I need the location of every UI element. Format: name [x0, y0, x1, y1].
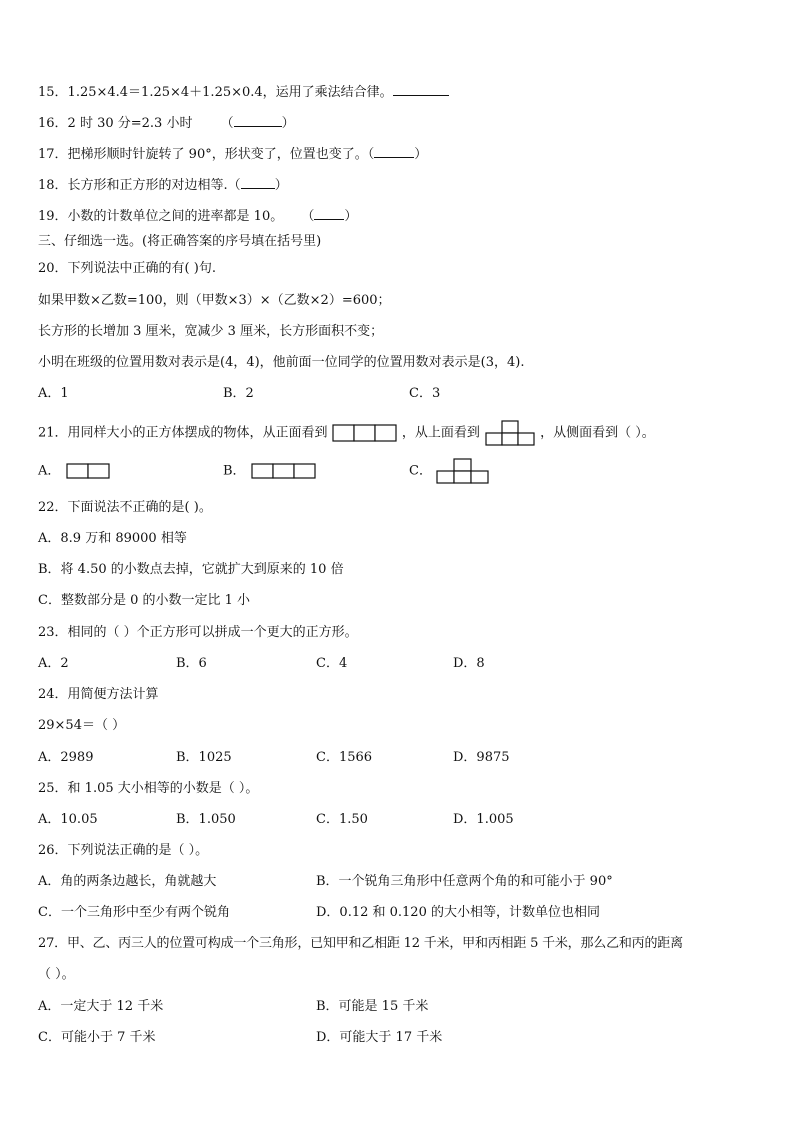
q16-open: （ — [220, 116, 234, 131]
q24-option-d[interactable]: D．9875 — [453, 750, 510, 765]
answer-blank[interactable] — [393, 83, 449, 96]
q27-option-d[interactable]: D．可能大于 17 千米 — [316, 1030, 443, 1045]
q15-text: 15．1.25×4.4＝1.25×4＋1.25×0.4，运用了乘法结合律。 — [38, 85, 393, 100]
question-20-stem: 20．下列说法中正确的有( )句. — [38, 261, 216, 276]
answer-blank[interactable] — [374, 145, 414, 158]
question-16 — [38, 114, 295, 133]
front-view-figure — [332, 423, 398, 443]
q17-close: ） — [414, 147, 428, 162]
q21-option-c[interactable] — [409, 458, 490, 484]
statement-2: 长方形的长增加 3 厘米，宽减少 3 厘米，长方形面积不变； — [38, 324, 384, 339]
question-25-stem: 25．和 1.05 大小相等的小数是（ ）。 — [38, 781, 259, 796]
option-a-figure — [65, 462, 111, 480]
question-23-stem: 23．相同的（ ）个正方形可以拼成一个更大的正方形。 — [38, 625, 358, 640]
question-27-stem-cont: （ ）。 — [38, 967, 75, 982]
q27-option-c[interactable]: C．可能小于 7 千米 — [38, 1030, 156, 1045]
option-c-figure — [436, 458, 490, 484]
q24-option-c[interactable]: C．1566 — [316, 750, 373, 765]
q21-option-a[interactable] — [38, 462, 111, 481]
q24-option-b[interactable]: B．1025 — [176, 750, 232, 765]
q18-text: 18．长方形和正方形的对边相等.（ — [38, 178, 241, 193]
question-27-stem: 27．甲、乙、丙三人的位置可构成一个三角形，已知甲和乙相距 12 千米，甲和丙相距 5 千米，那么乙和丙的距离 — [38, 936, 683, 951]
q21-stem-a: 21．用同样大小的正方体摆成的物体，从正面看到 — [38, 425, 328, 441]
q23-option-c[interactable]: C．4 — [316, 656, 348, 671]
q19-text: 19．小数的计数单位之间的进率都是 10。 — [38, 209, 284, 224]
q25-option-b[interactable]: B．1.050 — [176, 812, 236, 827]
q19-close: ） — [344, 209, 358, 224]
q16-text: 16．2 时 30 分=2.3 小时 — [38, 116, 193, 131]
q21-option-c-label: C． — [409, 463, 432, 479]
q19-open: （ — [301, 209, 315, 224]
answer-blank[interactable] — [314, 207, 344, 220]
q22-option-a[interactable]: A．8.9 万和 89000 相等 — [38, 531, 187, 546]
q21-stem-b: ，从上面看到 — [401, 425, 480, 441]
q23-option-b[interactable]: B．6 — [176, 656, 207, 671]
question-26-stem: 26．下列说法正确的是（ ）。 — [38, 843, 209, 858]
q27-option-a[interactable]: A．一定大于 12 千米 — [38, 999, 164, 1014]
q26-option-c[interactable]: C．一个三角形中至少有两个锐角 — [38, 905, 230, 920]
question-17 — [38, 145, 427, 164]
answer-blank[interactable] — [234, 114, 282, 127]
question-21-stem — [38, 420, 655, 446]
q22-option-b[interactable]: B．将 4.50 的小数点去掉，它就扩大到原来的 10 倍 — [38, 562, 344, 577]
statement-3: 小明在班级的位置用数对表示是(4，4)，他前面一位同学的位置用数对表示是(3，4). — [38, 355, 525, 370]
q26-option-a[interactable]: A．角的两条边越长，角就越大 — [38, 874, 217, 889]
q25-option-c[interactable]: C．1.50 — [316, 812, 368, 827]
q26-option-d[interactable]: D．0.12 和 0.120 的大小相等，计数单位也相同 — [316, 905, 600, 920]
top-view-figure — [484, 420, 536, 446]
q25-option-d[interactable]: D．1.005 — [453, 812, 514, 827]
q20-option-b[interactable]: B．2 — [223, 386, 254, 401]
question-15 — [38, 83, 449, 102]
question-18 — [38, 176, 288, 195]
q22-option-c[interactable]: C．整数部分是 0 的小数一定比 1 小 — [38, 593, 251, 608]
q20-option-c[interactable]: C．3 — [409, 386, 441, 401]
question-19 — [38, 207, 357, 226]
q18-close: ） — [274, 178, 288, 193]
q24-option-a[interactable]: A．2989 — [38, 750, 94, 765]
q25-option-a[interactable]: A．10.05 — [38, 812, 98, 827]
q21-option-a-label: A． — [38, 463, 61, 479]
q21-option-b-label: B． — [223, 463, 246, 479]
statement-1: 如果甲数×乙数=100，则（甲数×3）×（乙数×2）=600； — [38, 293, 391, 308]
q21-option-b[interactable] — [223, 462, 318, 481]
q20-option-a[interactable]: A．1 — [38, 386, 69, 401]
question-22-stem: 22．下面说法不正确的是( )。 — [38, 500, 212, 515]
q23-option-d[interactable]: D．8 — [453, 656, 485, 671]
q24-expression: 29×54＝（ ） — [38, 718, 126, 733]
q23-option-a[interactable]: A．2 — [38, 656, 69, 671]
q21-stem-c: ，从侧面看到（ ）。 — [540, 425, 655, 441]
question-24-stem: 24．用简便方法计算 — [38, 687, 159, 702]
option-b-figure — [250, 462, 318, 480]
answer-blank[interactable] — [241, 176, 275, 189]
q17-text: 17．把梯形顺时针旋转了 90°，形状变了，位置也变了。（ — [38, 147, 375, 162]
q27-option-b[interactable]: B．可能是 15 千米 — [316, 999, 429, 1014]
q26-option-b[interactable]: B．一个锐角三角形中任意两个角的和可能小于 90° — [316, 874, 613, 889]
q16-close: ） — [281, 116, 295, 131]
section-heading: 三、仔细选一选。(将正确答案的序号填在括号里) — [38, 234, 322, 249]
